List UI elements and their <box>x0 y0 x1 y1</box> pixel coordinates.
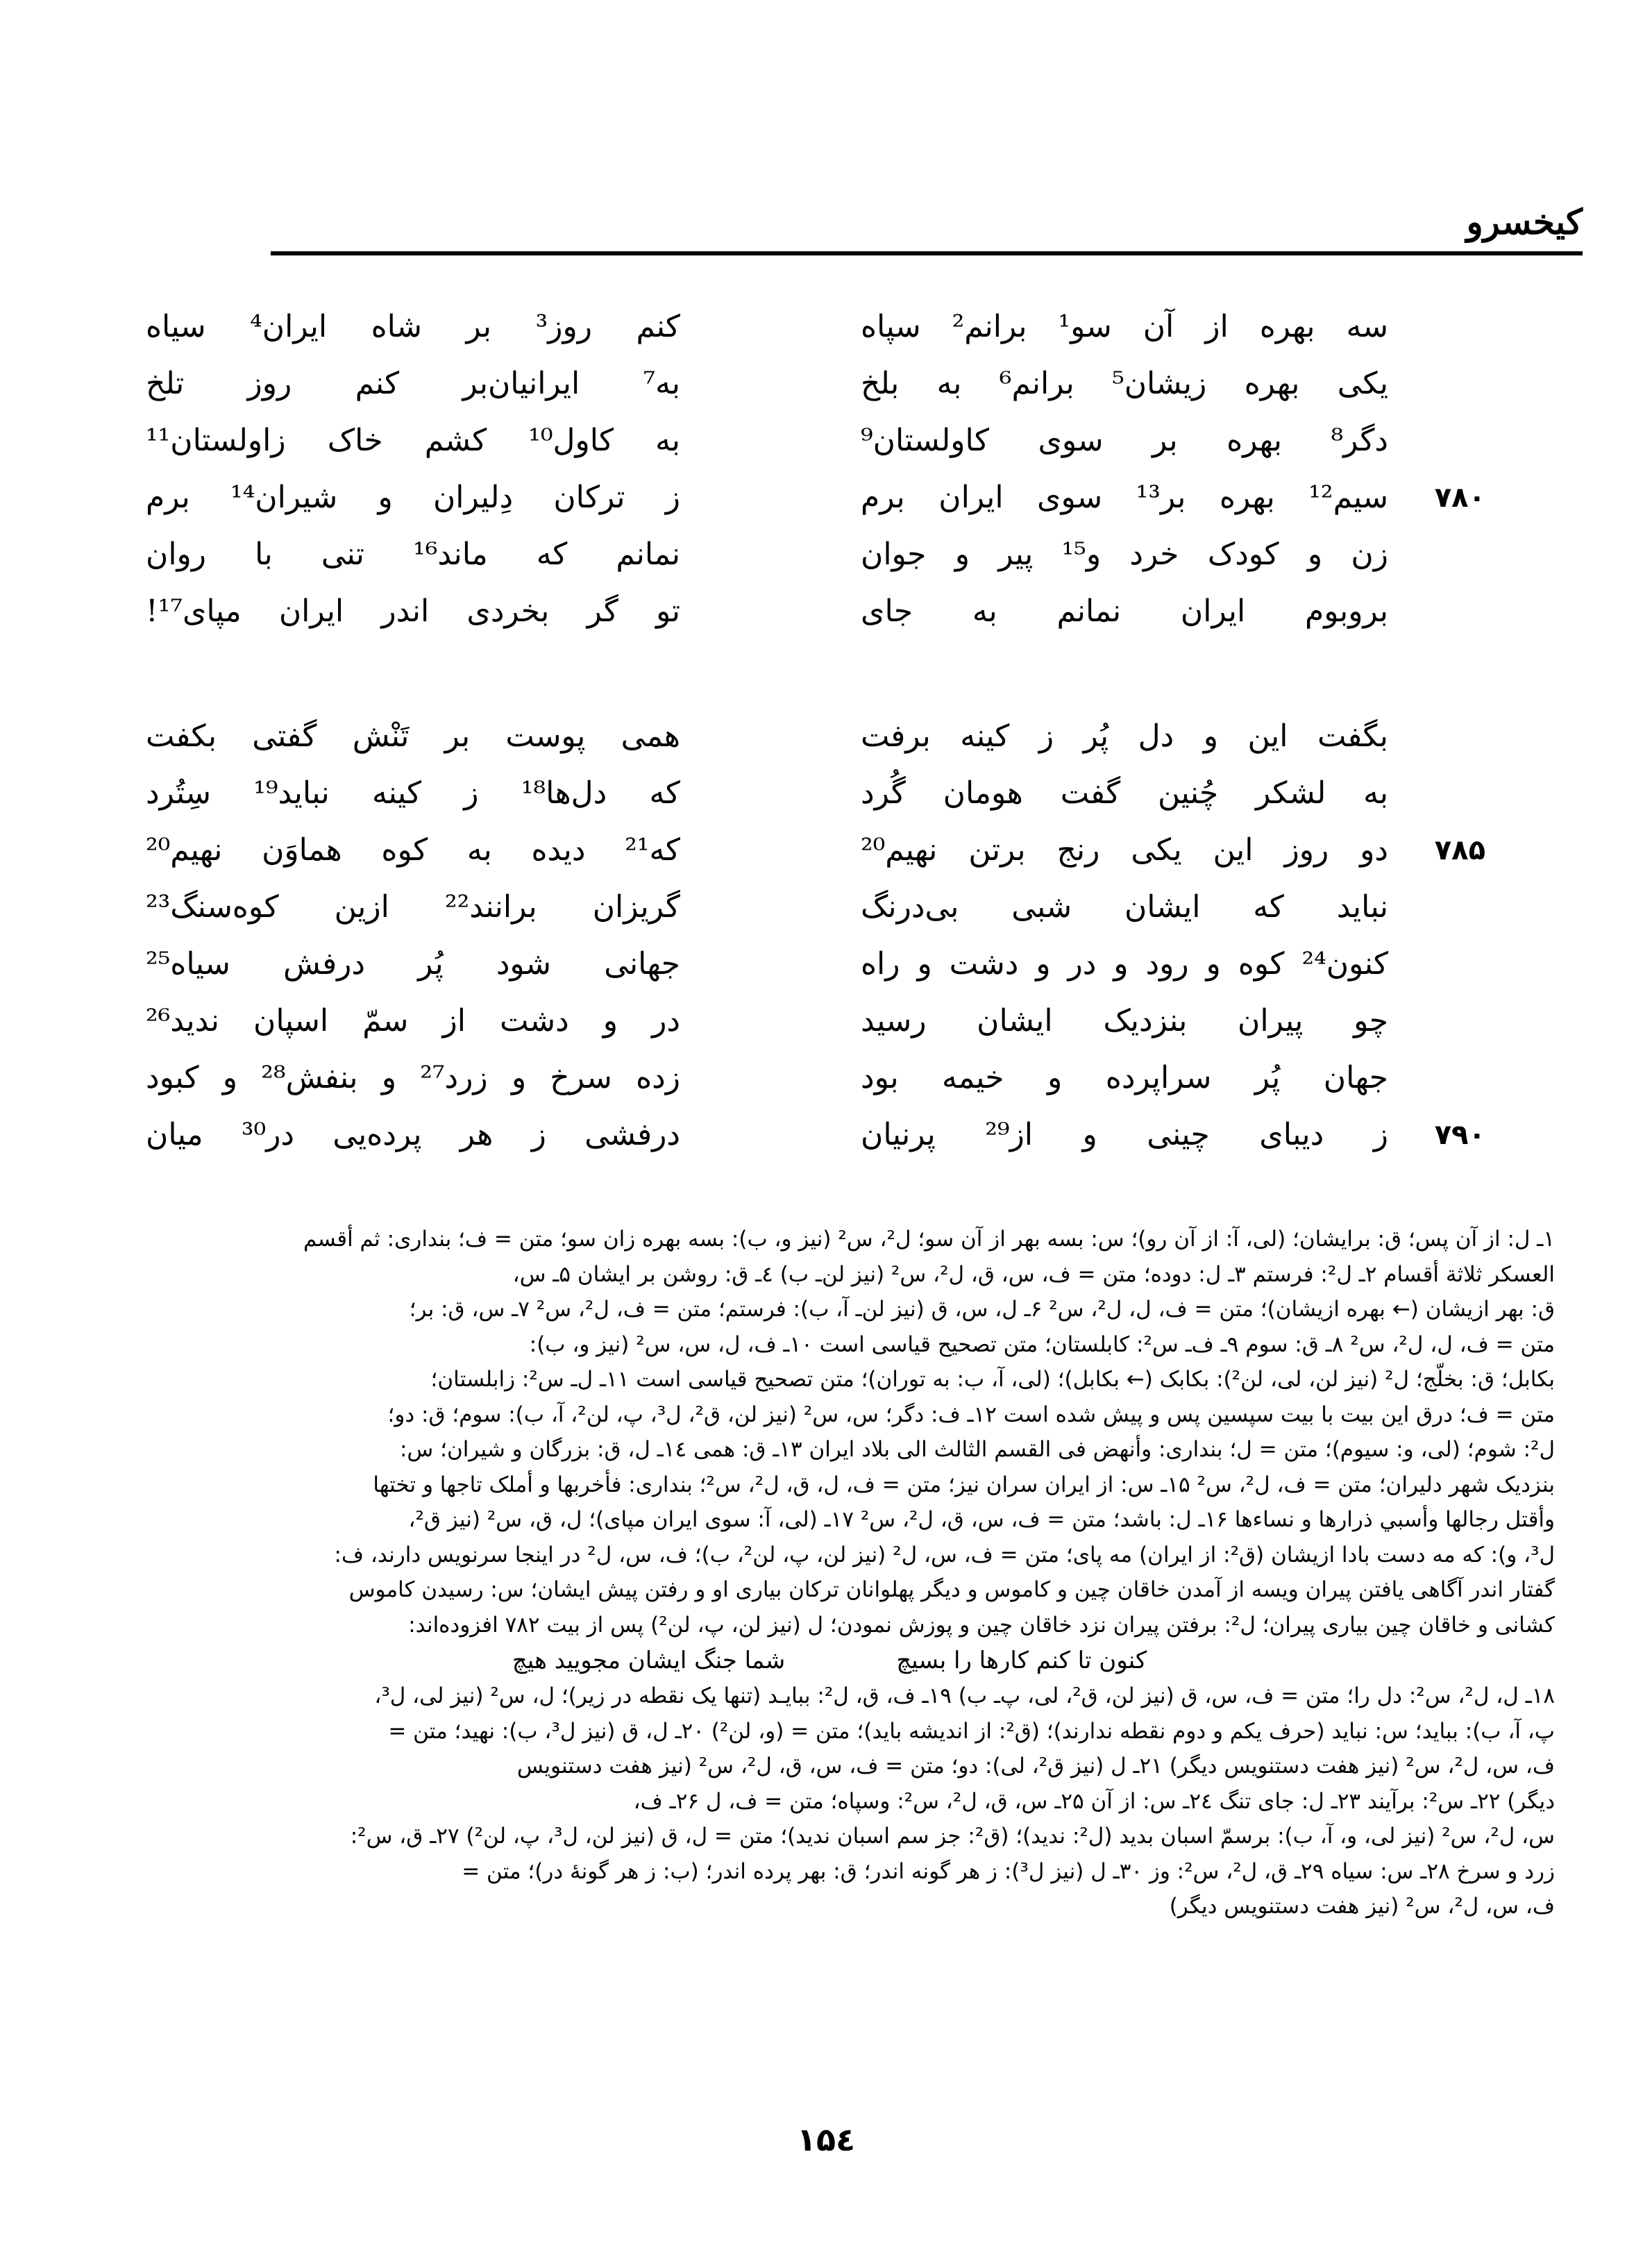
hemistich-second: در و دشت از سمّ اسپان ندید²⁶ <box>146 1003 680 1039</box>
quoted-hemistich-left: شما جنگ ایشان مجویید هیچ <box>512 1647 786 1674</box>
footnote-line: کشانی و خاقان چین بیاری پیران؛ ل²: برفتن پیران نزد خاقان چین و پوزش نمودن؛ ل (نیز لن، پ، لن²) پس از بیت ۷۸۲ افزوده‌اند: <box>408 1612 1555 1638</box>
hemistich-first: زن و کودک خرد و¹⁵ پیر و جوان <box>861 537 1388 572</box>
verse-stanza <box>146 708 1596 1163</box>
hemistich-first: دگر⁸ بهره بر سوی کاولستان⁹ <box>861 423 1388 458</box>
verse-number: ۷۸۵ <box>1434 834 1485 866</box>
hemistich-first: سیم¹² بهره بر¹³ سوی ایران برم <box>861 480 1389 515</box>
hemistich-second: تو گر بخردی اندر ایران مپای¹⁷! <box>146 594 680 629</box>
verse-stanza <box>146 299 1596 640</box>
couplet <box>146 1050 1596 1107</box>
footnote-line: دیگر) ۲۲ـ س²: برآیند ۲۳ـ ل: جای تنگ ۲٤ـ س: از آن ۲۵ـ س، ق، ل²، س²: وسپاه؛ متن = ف، ل ۲۶ـ ف، <box>633 1788 1555 1814</box>
hemistich-first: یکی بهره زیشان⁵ برانم⁶ به بلخ <box>861 366 1389 401</box>
hemistich-first: ز دیبای چینی و از²⁹ پرنیان <box>861 1117 1388 1152</box>
footnote-line: وأقتل رجالها وأسبي ذرارها و نساءها ۱۶ـ ل: باشد؛ متن = ف، س، ق، ل²، س² ۱۷ـ (لی، آ: سوی ایران مپای)؛ ل، ق، س² (نیز ق²، <box>408 1507 1555 1532</box>
footnote-line: ل²: شوم؛ (لی، و: سیوم)؛ متن = ل؛ بنداری: وأنهض فی القسم الثالث الی بلاد ایران ۱۳ـ ق: همی ۱٤ـ ل، ق: بزرگان و شیران؛ س: <box>399 1437 1555 1462</box>
footnote-block <box>104 1222 1555 1642</box>
hemistich-second: ز ترکان دِلیران و شیران¹⁴ برم <box>146 480 680 515</box>
couplet <box>146 469 1596 526</box>
hemistich-first: چو پیران بنزدیک ایشان رسید <box>861 1003 1388 1039</box>
couplet <box>146 765 1596 822</box>
couplet <box>146 355 1596 412</box>
couplet <box>146 936 1596 993</box>
page-number: ۱۵٤ <box>796 2121 856 2158</box>
hemistich-first: دو روز این یکی رنج برتن نهیم²⁰ <box>861 832 1388 868</box>
footnote-line: ۱۸ـ ل، ل²، س²: دل را؛ متن = ف، س، ق (نیز لن، ق²، لی، پ‌ـ ب) ۱۹ـ ف، ق، ل²: ببایـد (تنها یک نقطه در زیر)؛ ل، س² (نیز لی، ل³، <box>374 1683 1555 1708</box>
couplet <box>146 993 1596 1050</box>
hemistich-second: که²¹ دیده به کوه هماوَن نهیم²⁰ <box>146 832 680 868</box>
hemistich-second: که دل‌ها¹⁸ ز کینه نباید¹⁹ سِتُرد <box>146 775 680 811</box>
hemistich-second: گریزان برانند²² ازین کوه‌سنگ²³ <box>146 889 680 925</box>
couplet <box>146 1107 1596 1163</box>
footnote-line: ۱ـ ل: از آن پس؛ ق: برایشان؛ (لی، آ: از آن رو)؛ س: بسه بهر از آن سو؛ ل²، س² (نیز و، ب): بسه بهره زان سو؛ متن = ف؛ بنداری: ثم أقسم <box>303 1227 1555 1252</box>
quoted-verse <box>104 1642 1555 1679</box>
hemistich-first: به لشکر چُنین گفت هومان گُرد <box>861 775 1388 811</box>
couplet <box>146 822 1596 879</box>
quoted-hemistich-right: کنون تا کنم کارها را بسیچ <box>896 1647 1147 1674</box>
hemistich-first: سه بهره از آن سو¹ برانم² سپاه <box>861 309 1388 344</box>
footnote-line: زرد و سرخ ۲۸ـ س: سیاه ۲۹ـ ق، ل²، س²: وز ۳۰ـ ل (نیز ل³): ز هر گونه اندر؛ ق: بهر پرده اندر؛ (ب: ز هر گونهٔ در)؛ متن = <box>462 1858 1555 1884</box>
couplet <box>146 299 1596 355</box>
hemistich-first: کنون²⁴ کوه و رود و در و دشت و راه <box>861 946 1388 982</box>
footnote-line: گفتار اندر آگاهی یافتن پیران ویسه از آمدن خاقان چین و کاموس و دیگر پهلوانان ترکان بیاری او و رفتن پیش ایشان؛ س: رسیدن کاموس <box>348 1577 1555 1602</box>
footnote-line: س، ل²، س² (نیز لی، و، آ، ب): برسمّ اسبان بدید (ل²: ندید)؛ (ق²: جز سم اسبان ندید)؛ متن = ل، ق (نیز لن، ل³، پ، لن²) ۲۷ـ ق، س²: <box>350 1824 1555 1849</box>
couplet <box>146 412 1596 469</box>
hemistich-second: به کاول¹⁰ کشم خاک زاولستان¹¹ <box>146 423 680 458</box>
footnote-line: ف، س، ل²، س² (نیز هفت دستنویس دیگر) <box>1169 1894 1555 1919</box>
footnote-line: ق: بهر ازیشان (← بهره ازیشان)؛ متن = ف، ل، ل²، س² ۶ـ ل، س، ق (نیز لن‌ـ آ، ب): فرستم؛ متن = ف، ل²، س² ۷ـ س، ق: بر؛ <box>409 1297 1555 1322</box>
footnote-line: العسکر ثلاثة أقسام ۲ـ ل²: فرستم ۳ـ ل: دوده؛ متن = ف، س، ق، ل²، س² (نیز لن‌ـ ب) ٤ـ ق: روشن بر ایشان ۵ـ س، <box>512 1261 1555 1287</box>
hemistich-second: کنم روز³ بر شاه ایران⁴ سیاه <box>146 309 680 344</box>
hemistich-first: بگفت این و دل پُر ز کینه برفت <box>861 718 1388 754</box>
header-rule <box>271 251 1583 255</box>
footnotes <box>104 1222 1555 1924</box>
couplet <box>146 583 1596 640</box>
footnote-line: پ، آ، ب): بباید؛ س: نباید (حرف یکم و دوم نقطه ندارند)؛ (ق²: از اندیشه باید)؛ متن = (و، لن²) ۲۰ـ ل، ق (نیز ل³، ب): نهید؛ متن = <box>388 1718 1555 1744</box>
hemistich-second: جهانی شود پُر درفش سیاه²⁵ <box>146 946 680 982</box>
couplet <box>146 526 1596 583</box>
footnote-block <box>104 1679 1555 1924</box>
running-head-title: کیخسرو <box>1466 201 1583 242</box>
verse-number: ۷۹۰ <box>1434 1119 1485 1151</box>
couplet <box>146 708 1596 765</box>
footnote-line: متن = ف، ل، ل²، س² ۸ـ ق: سوم ۹ـ ف‌ـ س²: کابلستان؛ متن تصحیح قیاسی است ۱۰ـ ف، ل، س، س² (نیز و، ب): <box>529 1331 1555 1357</box>
hemistich-first: نباید که ایشان شبی بی‌درنگ <box>861 889 1388 925</box>
couplet <box>146 879 1596 936</box>
footnote-line: بکابل؛ ق: بخلّج؛ ل² (نیز لن، لی، لن²): بکابک (← بکابل)؛ (لی، آ، ب: به توران)؛ متن تصحیح قیاسی است ۱۱ـ ل‌ـ س²: زابلستان؛ <box>430 1367 1555 1392</box>
footnote-line: ل³، و): که مه دست بادا ازیشان (ق²: از ایران) مه پای؛ متن = ف، س، ل² (نیز لن، پ، لن²، ب)؛ ف، س، ل² در اینجا سرنویس دارند، ف: <box>334 1542 1555 1567</box>
hemistich-second: نمانم که ماند¹⁶ تنی با روان <box>146 537 681 572</box>
hemistich-second: به⁷ ایرانیان‌بر کنم روز تلخ <box>146 366 680 401</box>
hemistich-second: زده سرخ و زرد²⁷ و بنفش²⁸ و کبود <box>146 1060 680 1095</box>
footnote-line: متن = ف؛ درق این بیت با بیت سپسین پس و پیش شده است ۱۲ـ ف: دگر؛ س، س² (نیز لن، ق²، ل³، پ، لن²، آ، ب): سوم؛ ق: دو؛ <box>387 1402 1555 1427</box>
hemistich-second: درفشی ز هر پرده‌یی در³⁰ میان <box>146 1117 680 1152</box>
hemistich-second: همی پوست بر تَنْش گفتی بکفت <box>146 718 680 754</box>
footnote-line: ف، س، ل²، س² (نیز هفت دستنویس دیگر) ۲۱ـ ل (نیز ق²، لی): دو؛ متن = ف، س، ق، ل²، س² (نیز هفت دستنویس <box>516 1754 1555 1779</box>
hemistich-first: بروبوم ایران نمانم به جای <box>861 594 1388 629</box>
footnote-line: بنزدیک شهر دلیران؛ متن = ف، ل²، س² ۱۵ـ س: از ایران سران نیز؛ متن = ف، ل، ق، ل²، س²؛ بنداری: فأخربها و أملک تاجها و تختها <box>373 1472 1555 1497</box>
hemistich-first: جهان پُر سراپرده و خیمه بود <box>861 1060 1388 1095</box>
verse-number: ۷۸۰ <box>1434 482 1485 514</box>
